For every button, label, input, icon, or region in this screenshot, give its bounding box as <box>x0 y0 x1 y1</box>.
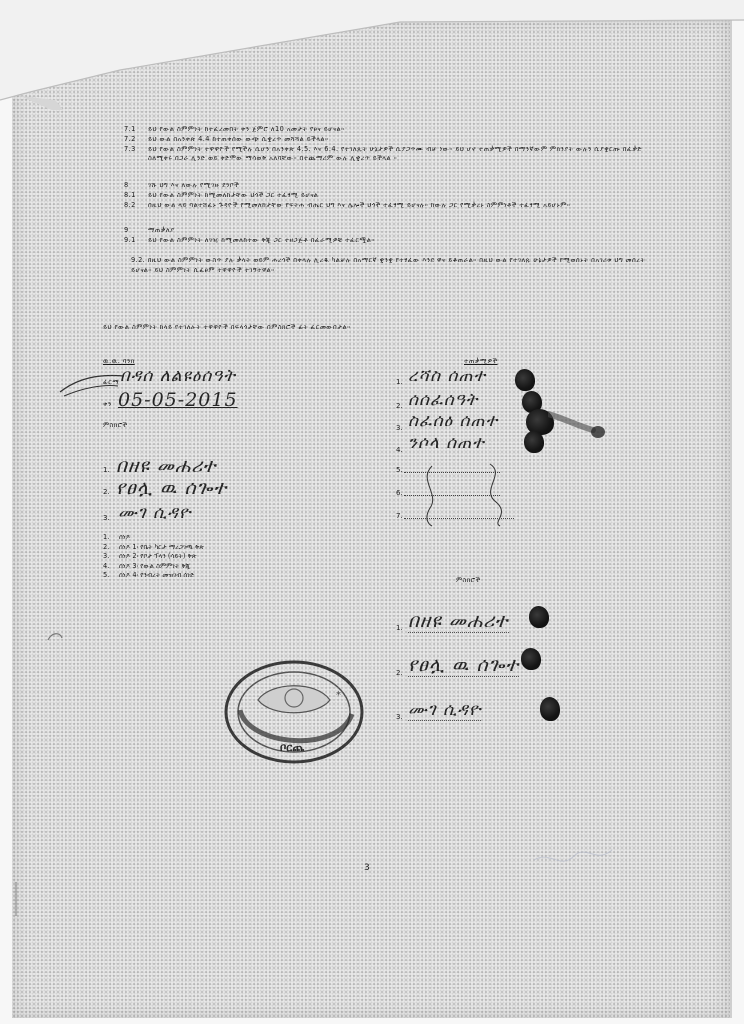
clause-text: ይህ የውል ስምምነት ከሚመለከታቸው ህጎች ጋር ተፈፃሚ ይሆናል <box>148 191 319 199</box>
date-label: ቀን <box>103 400 112 408</box>
svg-text:*: * <box>336 690 341 701</box>
clause-number: 8.2 <box>124 201 136 209</box>
annex-text: ሰነዶ 1፡ የቤት ካርታ ማረጋገጫ ቅጽ <box>119 542 205 551</box>
beneficiary-signature: ስፈሰዕ ሰጠተ <box>408 411 499 431</box>
witness-signature: ሙገ ሲዳዮ <box>408 700 482 720</box>
signature-date: 05-05-2015 <box>118 389 238 411</box>
annex-item <box>103 562 204 572</box>
fingerprint-mark <box>529 606 549 628</box>
witness-signature: የፀሏ ዉ ሰጐተ <box>116 477 228 499</box>
beneficiary-number: 3. <box>396 424 403 432</box>
annex-text: ሰነዶ <box>119 533 131 541</box>
witness-number: 3. <box>103 514 110 522</box>
annex-item <box>103 543 204 553</box>
clause-number: 9.2. <box>131 256 146 264</box>
beneficiary-number: 6. <box>396 489 403 497</box>
beneficiary-number: 5. <box>396 466 403 474</box>
clause-number: 7.2 <box>124 135 136 143</box>
beneficiary-signature: ሰሰፈሰዓት <box>408 390 479 410</box>
closing-statement: ይህ የውል ስምምነት ከላይ የተገለፁት ተዋዋዮች በፍላጎታቸው በምስክሮች ፊት ፈርመውበታል። <box>103 323 351 331</box>
beneficiary-number: 4. <box>396 446 403 454</box>
faint-scribble <box>530 820 620 880</box>
annex-number: 2. <box>103 542 110 551</box>
clause-number: 8.1 <box>124 191 136 199</box>
clause-text: ይህ የውል ስምምነት ለገዢ ከሚመለከተው ቅጂ ጋር ተዘጋጅቶ በፈራሚዎቹ ተፈርሟል። <box>148 236 375 244</box>
official-stamp <box>218 650 368 770</box>
witness-number: 2. <box>103 488 110 496</box>
witness-signature: ሙገ ሲዳዮ <box>118 503 192 523</box>
clause-text: ገሹ ህግ እና ለውሉ የሚገዙ ደንቦች <box>148 181 240 189</box>
annex-number: 5. <box>103 571 110 580</box>
clause-number: 7.3 <box>124 145 136 153</box>
stamp-text: ቦርጨ <box>280 741 305 754</box>
ink-smudge <box>548 404 608 444</box>
clause-text: በዚህ ውል ስምምነት ውስጥ ያሉ ቃላት ወይም ሐረጎች በቀላሉ ሊረዱ ካልቻሉ በአማርኛ ቋንቋ የተፃፈው እንደ ዋና ይቆጠራል። በዚህ ውል የተገለጹ ሁኔታዎች የሚወሰኑት በአገሪቱ ህግ መሰረት ይሆናል። ይህ ስምምነት ሲፈፀም ተዋዋዮች ተገኝተዋል። <box>131 256 646 274</box>
beneficiary-number: 2. <box>396 402 403 410</box>
annex-number: 3. <box>103 552 110 561</box>
annex-list <box>103 533 204 581</box>
beneficiary-number: 1. <box>396 378 403 386</box>
beneficiary-signature: ረሻስ ሰጠተ <box>408 366 487 386</box>
clause-text: ማጠቃለያ <box>148 226 175 234</box>
annex-number: 1. <box>103 533 110 541</box>
fingerprint-mark <box>524 431 544 453</box>
party-heading: ዉ.ዉ. ባንክ <box>103 357 135 365</box>
witnesses-heading-right: ምስክሮች <box>456 576 481 584</box>
page-number: 3 <box>364 863 370 873</box>
signature-label: ፊርማ <box>103 378 120 386</box>
fingerprint-mark <box>540 697 560 721</box>
witness-signature: በዘዩ መሐሪተ <box>408 610 509 632</box>
clause-text: ይህ የውል ስምምነት ከተፈረመበት ቀን ጀምሮ ለ10 አመታት የፀና ይሆናል። <box>148 125 345 133</box>
clause-text: ይህ ውል በአንቀጽ 4.4 ከተጠቀሰው ውጭ ሲቋረጥ መሻሻል ይችላል። <box>148 135 329 143</box>
punch-mark <box>46 630 66 650</box>
cancellation-scribble <box>420 462 520 528</box>
clause-9-2 <box>131 256 646 275</box>
clause-number: 8 <box>124 181 129 189</box>
annex-text: ሰነዶ 4፡ የንብረት መዝገብ ሰነድ <box>119 571 195 580</box>
annex-item <box>103 571 204 581</box>
fingerprint-mark <box>521 648 541 670</box>
witnesses-heading: ምስክሮች <box>103 421 128 429</box>
annex-text: ሰነዶ 3፡ የውል ስምምነት ቅጂ <box>119 561 191 570</box>
clause-number: 9 <box>124 226 129 234</box>
witness-signature: በዘዩ መሐሪተ <box>116 455 217 477</box>
beneficiary-number: 7. <box>396 512 403 520</box>
clause-text: በዚህ ውል ላይ ባልተሸፈኑ ጉዳዮች የሚመለከታቸው የፍትሐ ብሔር ህግ እና ሌሎች ህጎች ተፈፃሚ ይሆናሉ። ከውሉ ጋር የሚቃረኑ ስምምነቶች ተፈፃሚ አይሆኑም። <box>148 201 571 209</box>
witness-number: 1. <box>103 466 110 474</box>
annex-text: ሰነዶ 2፡ የቦታ ፕላን (ሳይት) ቅጽ <box>119 552 197 561</box>
fingerprint-mark <box>515 369 535 391</box>
beneficiary-signature: ንሶላ ሰጠተ <box>408 433 485 453</box>
edge-mark <box>10 880 24 920</box>
annex-item <box>103 533 204 543</box>
party-signature: በዳሰ ለልዩዕሰዓት <box>120 366 236 386</box>
witness-number: 2. <box>396 669 403 677</box>
clause-number: 7.1 <box>124 125 136 133</box>
witness-number: 1. <box>396 624 403 632</box>
clause-text: ይህ የውል ስምምነት ተዋዋዮች የሚችሉ ሲሆን በአንቀጽ 4.5. እና 6.4. የተገለጹት ሁኔታዎች ሲያጋጥሙ ብቻ ነው። ይህ ሆኖ ተጠቃሚዎች በማንኛውም ምክንያት ውሉን ሲያቋርጡ በፈቃድ ስለሚቀሩ በጋራ ሊንድ ወይ ቀድሞው ማሳወቅ አለባቸው። በተጨማሪም ውሉ ሊቋረጥ ይችላል ። <box>148 145 643 162</box>
witness-signature: የፀሏ ዉ ሰጐተ <box>408 654 520 676</box>
witness-number: 3. <box>396 713 403 721</box>
annex-item <box>103 552 204 562</box>
annex-number: 4. <box>103 561 110 570</box>
beneficiaries-heading: ተጠቃሚዎች <box>464 357 498 365</box>
clause-number: 9.1 <box>124 236 136 244</box>
